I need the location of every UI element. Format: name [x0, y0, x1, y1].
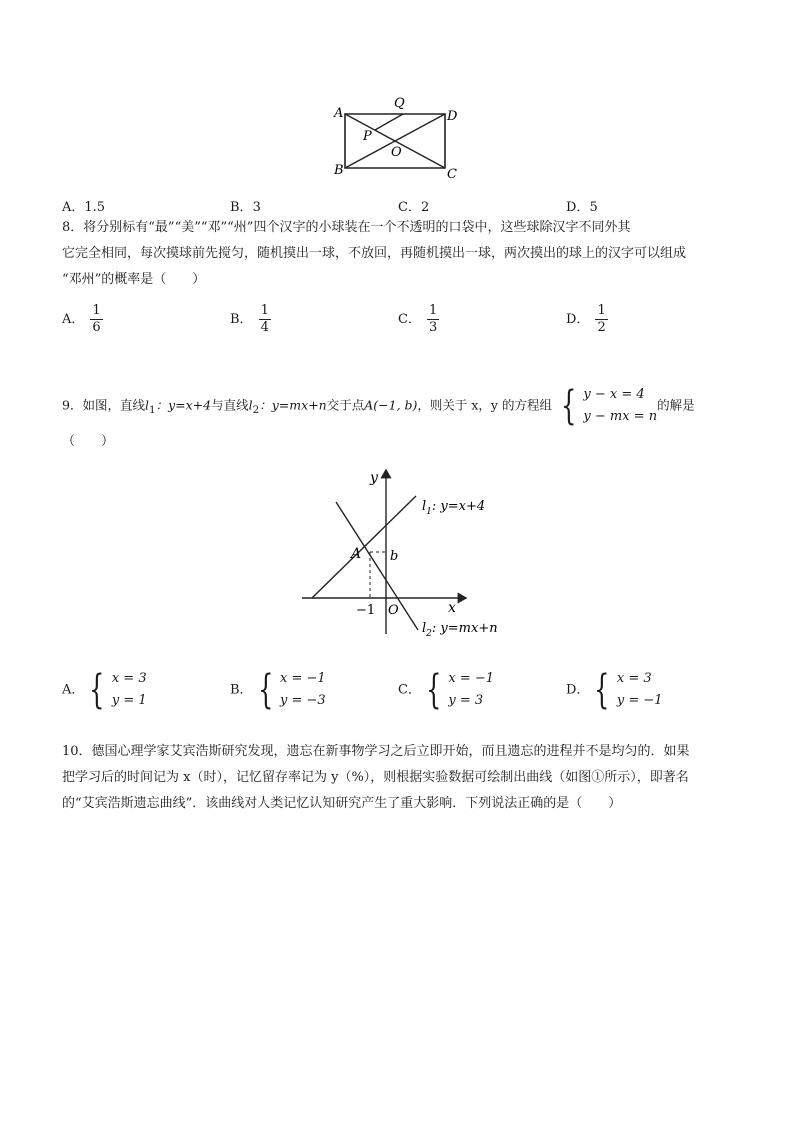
- option-letter: D．: [566, 682, 590, 698]
- line-l2: [336, 502, 418, 630]
- system-row-1: x = 3: [616, 671, 652, 686]
- option-text: 5: [589, 200, 598, 215]
- option-letter: C．: [398, 200, 421, 215]
- denominator: 4: [260, 320, 269, 335]
- y-axis-label: y: [370, 470, 378, 486]
- q7-option-d[interactable]: [566, 196, 598, 215]
- system-row-2: y − mx = n: [583, 409, 658, 424]
- q8-option-c[interactable]: [398, 303, 439, 336]
- q9-text-line-1: [62, 384, 695, 428]
- option-letter: A．: [62, 682, 85, 698]
- option-letter: B．: [230, 682, 253, 698]
- label-C: C: [447, 167, 457, 182]
- label-P: P: [363, 129, 372, 144]
- l2-name: l: [248, 397, 253, 413]
- q9-text-part: 交于点: [326, 397, 365, 413]
- q10-text-line-1: 10．德国心理学家艾宾浩斯研究发现，遗忘在新事物学习之后立即开始，而且遗忘的进程并不是均匀的．如果: [62, 744, 690, 759]
- denominator: 2: [597, 320, 606, 335]
- q9-option-a[interactable]: [62, 668, 147, 712]
- q10-text-line-2: 把学习后的时间记为 x（时），记忆留存率记为 y（%），则根据实验数据可绘制出曲线（如图①所示），即著名: [62, 770, 689, 785]
- q9-option-d[interactable]: [566, 668, 663, 712]
- option-letter: D．: [566, 200, 590, 215]
- q7-option-b[interactable]: [230, 196, 261, 215]
- system-row-2: y = 3: [448, 693, 484, 708]
- equation-system: [421, 668, 494, 712]
- option-letter: D．: [566, 312, 590, 327]
- q8-text-line-1: 8．将分别标有“最”“美”“邓”“州”四个汉字的小球装在一个不透明的口袋中，这些球除汉字不同外其: [62, 220, 631, 235]
- option-letter: A．: [62, 312, 85, 327]
- equation-system: [253, 668, 326, 712]
- lines-graph-figure: [298, 462, 518, 642]
- option-text: 1.5: [84, 200, 106, 215]
- brace: {: [561, 383, 577, 429]
- q8-text-line-3: “邓州”的概率是（ ）: [62, 272, 206, 287]
- b-label: b: [390, 549, 399, 564]
- fraction: [595, 303, 607, 336]
- q9-option-c[interactable]: [398, 668, 494, 712]
- point-a: A(−1, b): [364, 397, 418, 413]
- option-letter: B．: [230, 312, 253, 327]
- l2-subscript: 2: [252, 404, 260, 416]
- system-row-1: x = 3: [111, 671, 147, 686]
- option-letter: A．: [62, 200, 85, 215]
- equation-system: [589, 668, 662, 712]
- fraction: [427, 303, 439, 336]
- option-letter: C．: [398, 682, 421, 698]
- minus-one-label: −1: [356, 603, 376, 618]
- origin-label: O: [388, 603, 399, 618]
- segment-pq: [375, 114, 403, 130]
- system-row-1: y − x = 4: [583, 387, 645, 402]
- l1-subscript: 1: [148, 404, 156, 416]
- l1-equation: ：y=x+4: [155, 397, 212, 413]
- numerator: 1: [92, 303, 101, 318]
- denominator: 3: [428, 320, 438, 335]
- l1-name: l: [144, 397, 149, 413]
- option-letter: C．: [398, 312, 421, 327]
- q9-answer-paren: （ ）: [62, 434, 115, 449]
- system-row-1: x = −1: [448, 671, 495, 686]
- q8-option-d[interactable]: [566, 303, 608, 336]
- option-text: 3: [252, 200, 261, 215]
- label-A: A: [334, 106, 344, 121]
- fraction: [90, 303, 102, 336]
- intersection-label-a: A: [351, 546, 362, 562]
- label-D: D: [447, 109, 458, 124]
- fraction: [259, 303, 271, 336]
- system-row-2: y = −1: [616, 693, 663, 708]
- option-letter: B．: [230, 200, 253, 215]
- equation-system: [84, 668, 146, 712]
- q8-option-b[interactable]: [230, 303, 271, 336]
- q9-text-part: 的解是: [657, 397, 695, 413]
- numerator: 1: [260, 303, 269, 318]
- brace: {: [426, 667, 442, 713]
- brace: {: [594, 667, 610, 713]
- q7-option-c[interactable]: [398, 196, 429, 215]
- q9-option-b[interactable]: [230, 668, 326, 712]
- l1-figure-label: $l_1$: y=x+4: [422, 499, 486, 517]
- q7-option-a[interactable]: [62, 196, 105, 215]
- label-O: O: [391, 145, 402, 160]
- q8-text-line-2: 它完全相同，每次摸球前先搅匀，随机摸出一球，不放回，再随机摸出一球，两次摸出的球上的汉字可以组成: [62, 246, 687, 261]
- system-row-1: x = −1: [280, 671, 326, 686]
- numerator: 1: [428, 303, 438, 318]
- l2-equation: ：y=mx+n: [259, 397, 327, 413]
- system-row-2: y = 1: [111, 693, 147, 708]
- l2-figure-label: $l_2$: y=mx+n: [422, 621, 498, 639]
- brace: {: [257, 667, 273, 713]
- system-row-2: y = −3: [280, 693, 326, 708]
- option-text: 2: [420, 200, 430, 215]
- brace: {: [89, 667, 105, 713]
- q9-text-part: 与直线: [211, 397, 249, 413]
- rectangle-figure: [330, 90, 465, 185]
- q9-text-part: 9．如图，直线: [62, 397, 145, 413]
- q8-option-a[interactable]: [62, 303, 103, 336]
- q9-text-part: ，则关于 x，y 的方程组: [417, 397, 552, 413]
- x-axis-label: x: [448, 600, 456, 616]
- numerator: 1: [597, 303, 606, 318]
- label-B: B: [334, 163, 344, 178]
- denominator: 6: [92, 320, 101, 335]
- q10-text-line-3: 的“艾宾浩斯遗忘曲线”．该曲线对人类记忆认知研究产生了重大影响．下列说法正确的是（ ）: [62, 796, 622, 811]
- equation-system: [556, 384, 657, 428]
- label-Q: Q: [394, 96, 405, 111]
